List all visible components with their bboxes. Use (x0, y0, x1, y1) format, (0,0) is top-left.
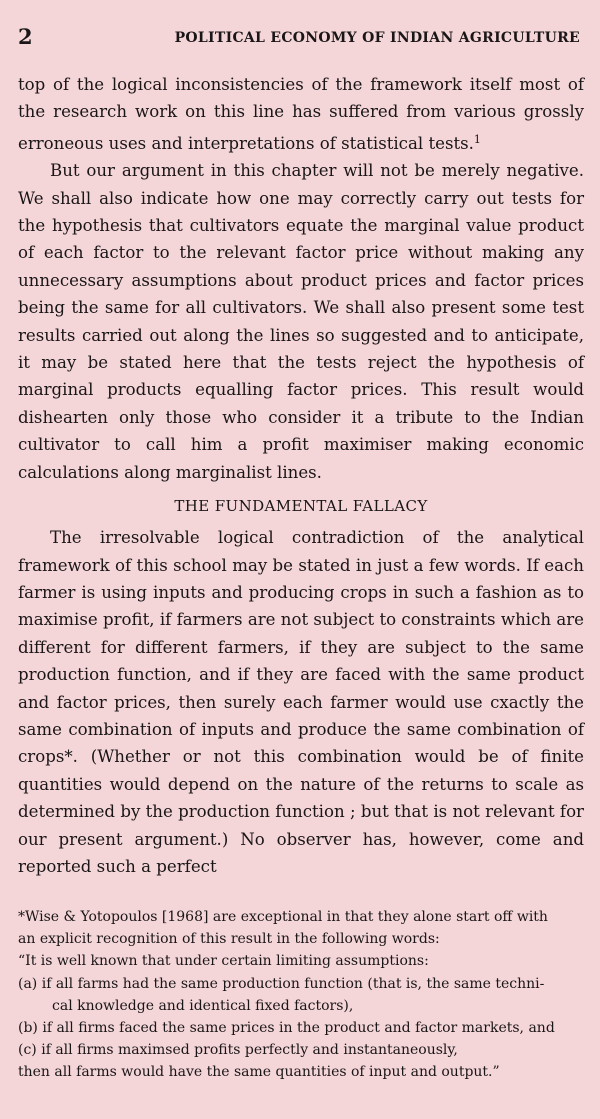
footnote-line: (c) if all firms maximsed profits perfectly and instantaneously, (18, 1042, 458, 1059)
footnote-line: an explicit recognition of this result in the following words: (18, 931, 440, 948)
paragraph-1-text: top of the logical inconsistencies of the framework itself most of the research work on this line has suffered from various grossly erroneous uses and interpretations of statistical tests. (18, 75, 584, 153)
paragraph-continuation (18, 71, 584, 157)
page-header (18, 24, 582, 54)
footnote-line: (b) if all firms faced the same prices in the product and factor markets, and (18, 1020, 555, 1037)
footnote-line: “It is well known that under certain limiting assumptions: (18, 953, 429, 970)
paragraph-argument: But our argument in this chapter will not be merely negative. We shall also indicate how one may correctly carry out tests for the hypothesis that cultivators equate the marginal value product of each factor to the relevant factor price without making any unnecessary assumptions about product prices and factor prices being the same for all cultivators. We shall also present some test results carried out along the lines so suggested and to anticipate, it may be stated here that the tests reject the hypothesis of marginal products equalling factor prices. This result would dishearten only those who consider it a tribute to the Indian cultivator to call him a profit maximiser making economic calculations along marginalist lines. (18, 161, 584, 482)
paragraph-fallacy: The irresolvable logical contradiction of the analytical framework of this school may be stated in just a few words. If each farmer is using inputs and producing crops in such a fashion as to maximise profit, if farmers are not subject to constraints which are different for different farmers, if they are subject to the same production function, and if they are faced with the same product and factor prices, then surely each farmer would use cxactly the same combination of inputs and produce the same combination of crops*. (Whether or not this combination would be of finite quantities would depend on the nature of the returns to scale as determined by the production function ; but that is not relevant for our present argument.) No observer has, however, come and reported such a perfect (18, 528, 584, 876)
page-number: 2 (18, 24, 33, 49)
footnote-line: *Wise & Yotopoulos [1968] are exceptional in that they alone start off with (18, 909, 548, 925)
footnote-reference-1: 1 (473, 132, 481, 146)
footnote-line: cal knowledge and identical fixed factors), (52, 997, 354, 1014)
footnote-line: then all farms would have the same quantities of input and output.” (18, 1064, 500, 1081)
running-head: POLITICAL ECONOMY OF INDIAN AGRICULTURE (174, 30, 580, 46)
footnote-line: (a) if all farms had the same production function (that is, the same techni- (18, 975, 545, 992)
footnote (18, 906, 584, 1084)
body-text (18, 71, 584, 880)
section-heading: THE FUNDAMENTAL FALLACY (174, 497, 428, 516)
